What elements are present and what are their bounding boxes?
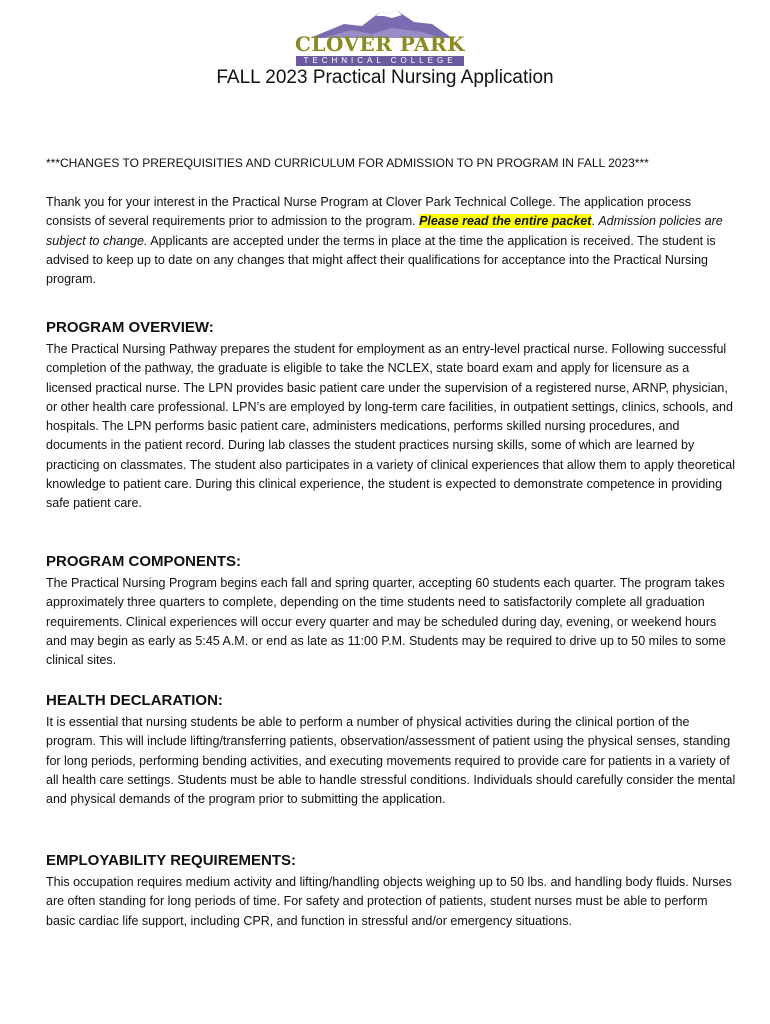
section-heading-health-declaration: HEALTH DECLARATION: — [46, 692, 223, 709]
section-heading-program-overview: PROGRAM OVERVIEW: — [46, 319, 214, 336]
intro-text-3: Applicants are accepted under the terms in place at the time the application is received. The student is advised to keep up to date on any changes that might affect their qualifications for acceptance into the Practical Nursing program. — [46, 233, 716, 287]
logo-name: CLOVER PARK — [294, 32, 465, 56]
college-logo — [292, 4, 468, 66]
section-body-employability: This occupation requires medium activity and lifting/handling objects weighing up to 50 lbs. and handling body fluids. Nurses are often standing for long periods of time. For safety and protection of patients, student nurses must be able to perform basic cardiac life support, including CPR, and function in stressful and/or emergency situations. — [46, 875, 732, 928]
highlighted-notice: Please read the entire packet — [419, 214, 592, 229]
section-heading-program-components: PROGRAM COMPONENTS: — [46, 553, 241, 570]
section-body-health-declaration: It is essential that nursing students be able to perform a number of physical activities during the clinical portion of the program. This will include lifting/transferring patients, observation/assessment of patient using the physical senses, standing for long periods, performing bending activities, and executing movements required to provide care for patients in a variety of all health care settings. Students must be able to handle stressful conditions. Individuals should carefully consider the mental and physical demands of the program prior to submitting the application. — [46, 715, 736, 807]
intro-paragraph — [46, 193, 736, 289]
changes-notice: ***CHANGES TO PREREQUISITIES AND CURRICULUM FOR ADMISSION TO PN PROGRAM IN FALL 2023*** — [46, 156, 649, 170]
intro-text-2: . — [591, 214, 599, 229]
page-title: FALL 2023 Practical Nursing Application — [216, 67, 554, 88]
section-body-program-overview: The Practical Nursing Pathway prepares the student for employment as an entry-level practical nurse. Following successful completion of the pathway, the graduate is eligible to take the NCLEX, state board exam and apply for licensure as a licensed practical nurse. The LPN provides basic patient care under the supervision of a registered nurse, ARNP, physician, or other health care professional. LPN’s are employed by long-term care facilities, in outpatient settings, clinics, schools, and hospitals. The LPN performs basic patient care, administers medications, performs skilled nursing procedures, and documents in the patient record. During lab classes the student practices nursing skills, some of which are learned by practicing on classmates. The student also participates in a variety of clinical experiences that allow them to apply theoretical knowledge to patient care. During this clinical experience, the student is expected to demonstrate competence in providing safe patient care. — [46, 342, 736, 511]
intro-text-1: Thank you for your interest in the Practical Nurse Program at Clover Park Technical College. The application process consists of several requirements prior to admission to the program. — [46, 195, 691, 229]
section-body-program-components: The Practical Nursing Program begins each fall and spring quarter, accepting 60 students each quarter. The program takes approximately three quarters to complete, depending on the time students need to satisfactorily complete all graduation requirements. Clinical experiences will occur every quarter and may be scheduled during day, evening, or weekend hours and may begin as early as 5:45 A.M. or end as late as 11:00 P.M. Students may be required to drive up to 50 miles to some clinical sites. — [46, 576, 726, 668]
section-heading-employability: EMPLOYABILITY REQUIREMENTS: — [46, 852, 297, 869]
logo-subtitle: TECHNICAL COLLEGE — [303, 56, 457, 65]
policy-note: Admission policies are subject to change. — [46, 214, 723, 248]
